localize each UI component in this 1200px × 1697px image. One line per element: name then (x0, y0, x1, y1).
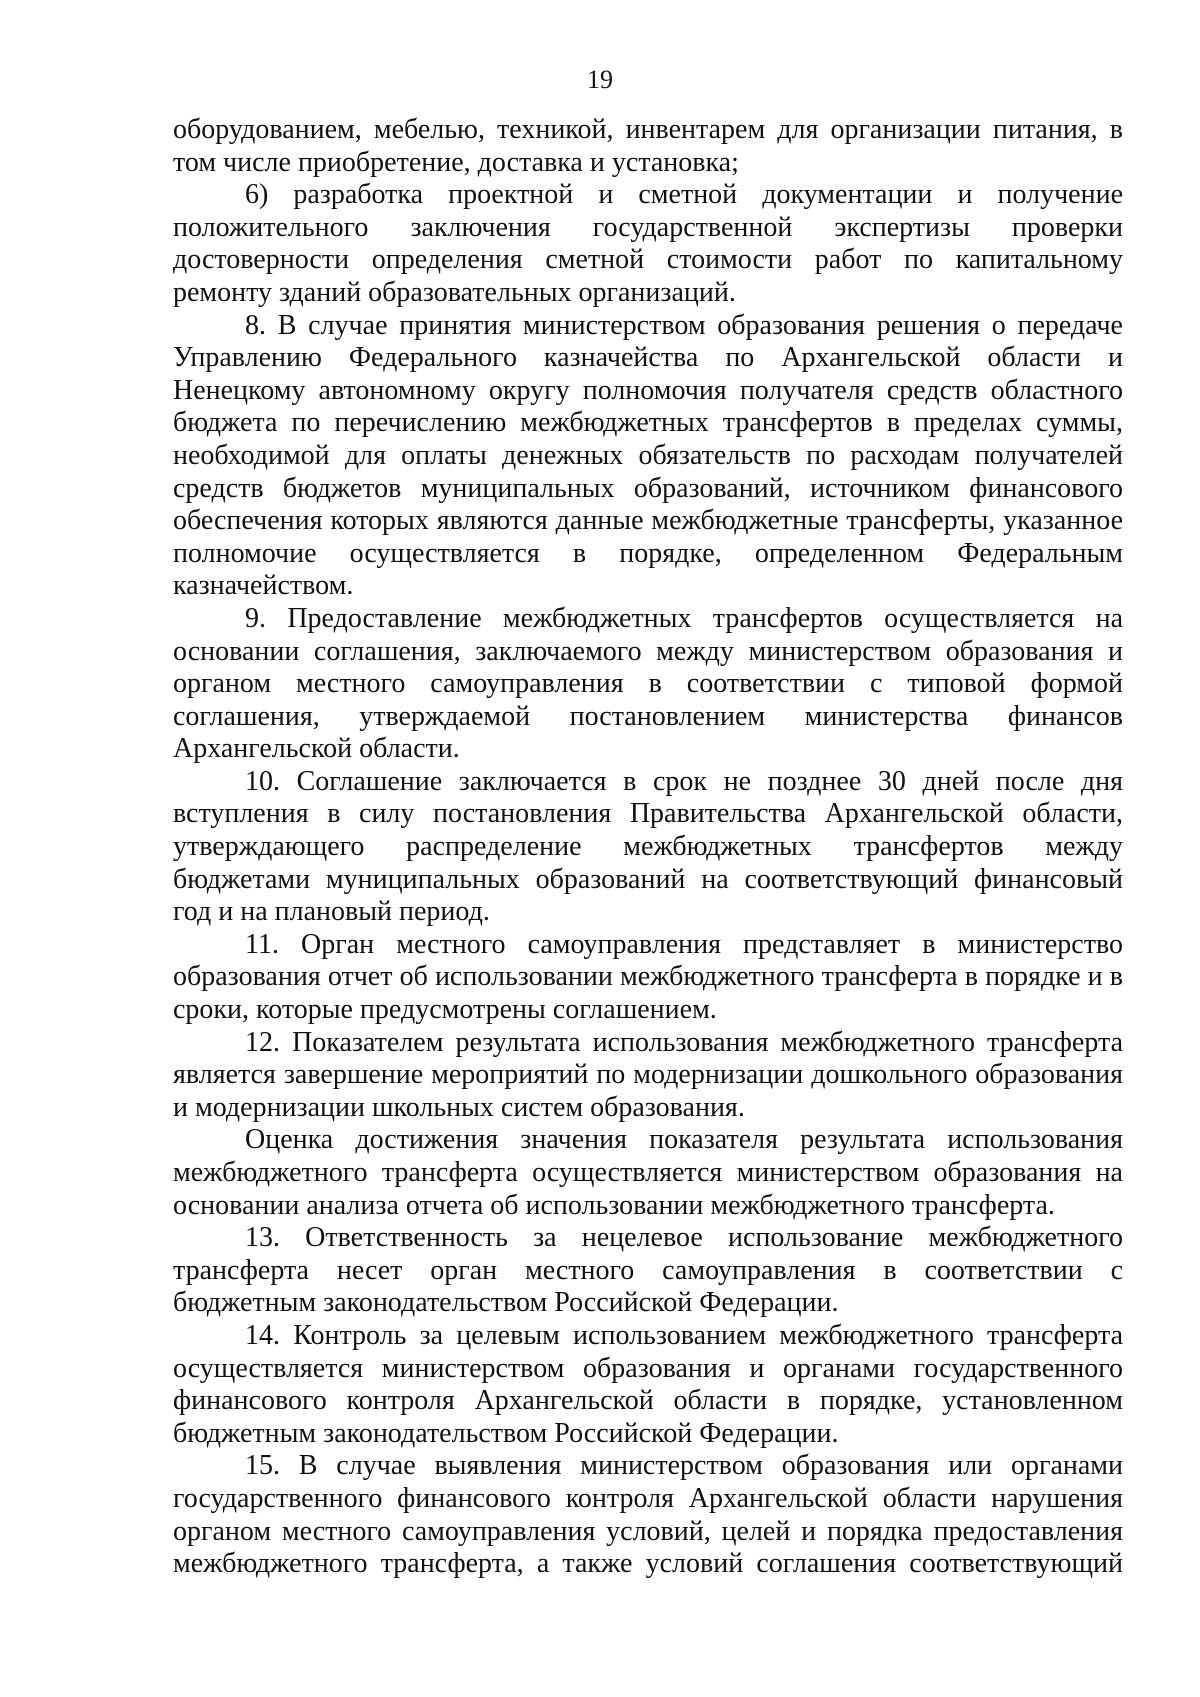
paragraph-clause-9: 9. Предоставление межбюджетных трансфертов осуществляется на основании соглашения, заключаемого между министерством образования и органом местного самоуправления в соответствии с типовой формой соглашения, утверждаемой постановлением министерства финансов Архангельской области. (173, 602, 1123, 765)
document-body (173, 114, 1123, 1581)
page-number: 19 (587, 65, 613, 94)
paragraph-item-6: 6) разработка проектной и сметной документации и получение положительного заключения государственной экспертизы проверки достоверности определения сметной стоимости работ по капитальному ремонту зданий образовательных организаций. (173, 179, 1123, 308)
paragraph-clause-13: 13. Ответственность за нецелевое использование межбюджетного трансферта несет орган местного самоуправления в соответствии с бюджетным законодательством Российской Федерации. (173, 1222, 1123, 1319)
paragraph-clause-15: 15. В случае выявления министерством образования или органами государственного финансового контроля Архангельской области нарушения органом местного самоуправления условий, целей и порядка предоставления межбюджетного трансферта, а также условий соглашения соответствующий (173, 1450, 1123, 1580)
paragraph-clause-8: 8. В случае принятия министерством образования решения о передаче Управлению Федерального казначейства по Архангельской области и Ненецкому автономному округу полномочия получателя средств областного бюджета по перечислению межбюджетных трансфертов в пределах суммы, необходимой для оплаты денежных обязательств по расходам получателей средств бюджетов муниципальных образований, источником финансового обеспечения которых являются данные межбюджетные трансферты, указанное полномочие осуществляется в порядке, определенном Федеральным казначейством. (173, 309, 1123, 602)
paragraph-clause-11: 11. Орган местного самоуправления представляет в министерство образования отчет об использовании межбюджетного трансферта в порядке и в сроки, которые предусмотрены соглашением. (173, 928, 1123, 1026)
paragraph-clause-14: 14. Контроль за целевым использованием межбюджетного трансферта осуществляется министерством образования и органами государственного финансового контроля Архангельской области в порядке, установленном бюджетным законодательством Российской Федерации. (173, 1319, 1123, 1449)
paragraph-clause-10: 10. Соглашение заключается в срок не позднее 30 дней после дня вступления в силу постановления Правительства Архангельской области, утверждающего распределение межбюджетных трансфертов между бюджетами муниципальных образований на соответствующий финансовый год и на плановый период. (173, 765, 1123, 928)
paragraph-continuation: оборудованием, мебелью, техникой, инвентарем для организации питания, в том числе приобретение, доставка и установка; (173, 114, 1123, 178)
paragraph-clause-12: 12. Показателем результата использования межбюджетного трансферта является завершение мероприятий по модернизации дошкольного образования и модернизации школьных систем образования. (173, 1026, 1123, 1123)
paragraph-clause-12-assessment: Оценка достижения значения показателя результата использования межбюджетного трансферта осуществляется министерством образования на основании анализа отчета об использовании межбюджетного трансферта. (173, 1124, 1123, 1221)
